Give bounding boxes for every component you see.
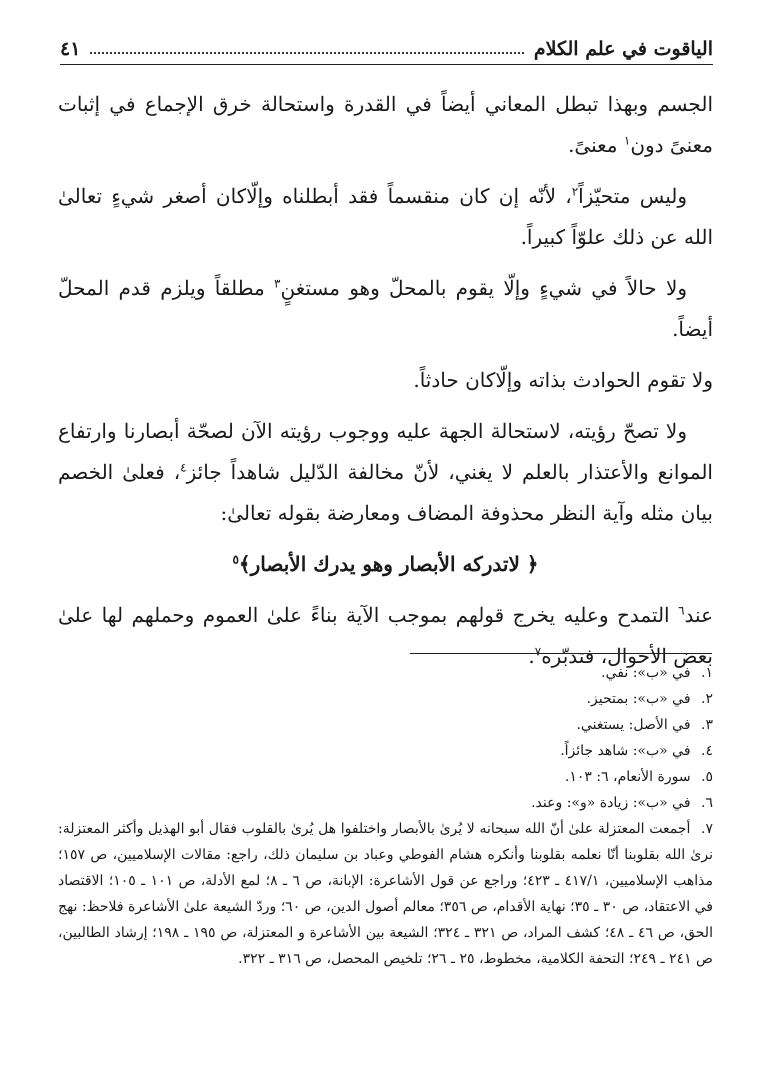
footnote-2 <box>58 686 713 712</box>
paragraph-text: عند <box>684 603 713 627</box>
paragraph-text: . <box>528 644 535 668</box>
paragraph-text: الجسم وبهذا تبطل المعاني أيضاً في القدرة واستحالة خرق الإجماع في إثبات معنىً دون <box>58 92 713 157</box>
verse-text: ﴿ لاتدركه الأبصار وهو يدرك الأبصار﴾ <box>238 552 539 576</box>
main-text <box>58 84 713 687</box>
footnote-ref-3[interactable]: ٣ <box>274 276 281 291</box>
footnote-1 <box>58 660 713 686</box>
footnote-4 <box>58 738 713 764</box>
footnote-3 <box>58 712 713 738</box>
footnote-ref-1[interactable]: ١ <box>623 133 631 148</box>
footnote-number: ٣. <box>701 717 713 733</box>
paragraph-text: التمدح وعليه يخرج قولهم بموجب الآية بناءً علىٰ العموم وحملهم لها علىٰ بعض الأحوال، فتدبّره <box>58 603 713 668</box>
footnote-number: ٥. <box>701 769 713 785</box>
footnote-number: ٧. <box>701 821 713 837</box>
paragraph-text: وليس متحيّزاً <box>578 184 687 208</box>
book-title: الياقوت في علم الكلام <box>533 38 713 60</box>
footnote-ref-4[interactable]: ٤ <box>180 460 187 475</box>
footnote-text: في «ب»: شاهد جائزاً. <box>560 743 691 759</box>
footnote-ref-5[interactable]: ٥ <box>232 552 239 567</box>
paragraph-4: ولا تقوم الحوادث بذاته وإلّاكان حادثاً. <box>413 368 713 392</box>
footnote-number: ١. <box>701 665 713 681</box>
paragraph-text: ولا حالاً في شيءٍ وإلّا يقوم بالمحلّ وهو مستغنٍ <box>280 276 688 300</box>
footnote-text: سورة الأنعام، ٦: ١٠٣. <box>564 769 691 785</box>
footnote-text: في «ب»: نفي. <box>601 665 691 681</box>
footnote-separator <box>410 653 712 654</box>
paragraph-text: معنىً. <box>568 133 624 157</box>
leader-dots <box>90 52 524 54</box>
footnote-text: أجمعت المعتزلة علىٰ أنّ الله سبحانه لا يُرىٰ بالأبصار واختلفوا هل يُرىٰ بالقلوب فقال أبو الهذيل وأكثر المعتزلة: نرىٰ الله بقلوبنا أنّا نعلمه بقلوبنا وأنكره هشام الفوطي وعباد بن سليمان ذلك، راجع: مقالات الإسلاميين، ص ١٥٧؛ مذاهب الإسلاميين، ٤١٧/١ ـ ٤٢٣؛ وراجع عن قول الأشاعرة: الإبانة، ص ٦ ـ ٨؛ لمع الأدلة، ص ١٠١ ـ ١٠٥؛ الاقتصاد في الاعتقاد، ص ٣٠ ـ ٣٥؛ نهاية الأقدام، ص ٣٥٦؛ معالم أصول الدين، ص ٦٠؛ وردّ الشيعة علىٰ الأشاعرة فلاحظ: نهج الحق، ص ٤٦ ـ ٤٨؛ كشف المراد، ص ٣٢١ ـ ٣٢٤؛ الشيعة بين الأشاعرة و المعتزلة، ص ١٩٥ ـ ١٩٨؛ إرشاد الطالبين، ص ٢٤١ ـ ٢٤٩؛ التحفة الكلامية، مخطوط، ٢٥ ـ ٢٦؛ تلخيص المحصل، ص ٣١٦ ـ ٣٢٢. <box>58 821 713 967</box>
footnote-7 <box>58 816 713 972</box>
footnote-text: في الأصل: يستغني. <box>576 717 691 733</box>
footnote-number: ٢. <box>701 691 713 707</box>
paragraph-text: ولا تصحّ رؤيته، لاستحالة الجهة عليه ووجوب رؤيته الآن لصحّة أبصارنا وارتفاع الموانع والأعتذار بالعلم لا يغني، لأنّ مخالفة الدّليل شاهداً جائز <box>58 419 713 484</box>
footnote-number: ٤. <box>701 743 713 759</box>
paragraph-1 <box>58 84 713 166</box>
footnote-ref-6[interactable]: ٦ <box>678 603 685 618</box>
footnote-text: في «ب»: بمتحيز. <box>586 691 691 707</box>
paragraph-text: ، فعلىٰ الخصم بيان مثله وآية النظر محذوفة المضاف ومعارضة بقوله تعالىٰ: <box>58 460 713 525</box>
paragraph-text: مطلقاً ويلزم قدم المحلّ أيضاً. <box>58 276 713 341</box>
paragraph-text: ، لأنّه إن كان منقسماً فقد أبطلناه وإلّاكان أصغر شيءٍ تعالىٰ الله عن ذلك علوّاً كبيراً. <box>58 184 713 249</box>
page-number: ٤١ <box>60 38 81 60</box>
footnote-ref-2[interactable]: ٢ <box>571 184 579 199</box>
running-header <box>60 30 713 65</box>
paragraph-3 <box>58 268 713 350</box>
footnote-6 <box>58 790 713 816</box>
paragraph-5 <box>58 411 713 534</box>
footnote-number: ٦. <box>701 795 713 811</box>
paragraph-2 <box>58 176 713 258</box>
quran-verse <box>58 544 713 585</box>
footnote-5 <box>58 764 713 790</box>
footnote-ref-7[interactable]: ٧ <box>534 644 542 659</box>
footnote-text: في «ب»: زيادة «و»: وعند. <box>531 795 691 811</box>
footnotes <box>58 660 713 972</box>
